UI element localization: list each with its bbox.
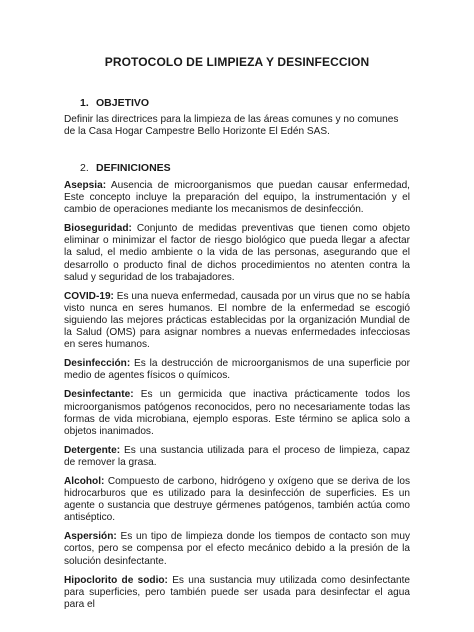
section-heading-objetivo: [80, 97, 149, 109]
definition-item: [64, 358, 410, 382]
objetivo-paragraph: Definir las directrices para la limpieza de las áreas comunes y no comunes de la Casa Hogar Campestre Bello Horizonte El Edén SAS.: [64, 114, 399, 137]
definition-item: [64, 476, 410, 524]
definition-item: [64, 291, 410, 351]
definition-term: Detergente:: [64, 444, 121, 456]
definition-term: Desinfección:: [64, 358, 131, 370]
definition-item: [64, 389, 410, 437]
definition-text: Ausencia de microorganismos que puedan causar enfermedad, Este concepto incluye la preparación del equipo, la instrumentación y el cambio de operaciones mediante los mecanismos de desinfección.: [64, 180, 410, 216]
definition-item: [64, 223, 410, 283]
section-number: 1.: [80, 97, 89, 109]
definitions-list: [64, 180, 410, 618]
definition-term: COVID-19:: [64, 290, 114, 302]
section-heading-definiciones: [80, 162, 171, 174]
definition-text: Conjunto de medidas preventivas que tienen como objeto eliminar o minimizar el factor de riesgo biológico que pueda llegar a afectar la salud, el medio ambiente o la vida de las personas, asegurando que el desarrollo o producto final de dichos procedimientos no atenten contra la salud y seguridad de los trabajadores.: [64, 223, 410, 283]
definition-text: Es una nueva enfermedad, causada por un virus que no se había visto nunca en seres humanos. El nombre de la enfermedad se escogió siguiendo las mejores prácticas establecidas por la organización Mundial de la Salud (OMS) para asignar nombres a nuevas enfermedades infecciosas en seres humanos.: [64, 290, 410, 351]
definition-term: Aspersión:: [64, 531, 117, 543]
document-title: PROTOCOLO DE LIMPIEZA Y DESINFECCION: [104, 55, 370, 69]
definition-text: Es una sustancia utilizada para el proceso de limpieza, capaz de remover la grasa.: [64, 444, 410, 468]
section-title: OBJETIVO: [96, 97, 150, 109]
definition-term: Desinfectante:: [64, 389, 134, 401]
definition-term: Hipoclorito de sodio:: [64, 574, 168, 586]
definition-item: [64, 445, 410, 469]
definition-term: Alcohol:: [64, 475, 105, 487]
definition-item: [64, 531, 410, 567]
definition-item: [64, 575, 410, 611]
definition-text: Compuesto de carbono, hidrógeno y oxígeno que se deriva de los hidrocarburos que es utilizado para la desinfección de superficies. Es un agente o sustancia que destruye gérmenes patógenos, también actúa como antiséptico.: [64, 475, 410, 524]
definition-text: Es una sustancia muy utilizada como desinfectante para superficies, pero también puede ser usada para desinfectar el agua para el: [64, 574, 410, 610]
definition-term: Asepsia:: [64, 180, 107, 191]
section-title: DEFINICIONES: [96, 162, 171, 174]
definition-text: Es un tipo de limpieza donde los tiempos de contacto son muy cortos, pero se compensa por el efecto mecánico debido a la presión de la solución desinfectante.: [64, 531, 410, 567]
definition-term: Bioseguridad:: [64, 223, 132, 235]
definition-item: [64, 180, 410, 216]
section-number: 2.: [80, 162, 89, 174]
definition-text: Es la destrucción de microorganismos de una superficie por medio de agentes físicos o químicos.: [64, 358, 410, 382]
definition-text: Es un germicida que inactiva prácticamente todos los microorganismos patógenos reconocidos, pero no necesariamente todas las formas de vida microbiana, ejemplo esporas. Este término se aplica solo a objetos inanimados.: [64, 389, 410, 437]
